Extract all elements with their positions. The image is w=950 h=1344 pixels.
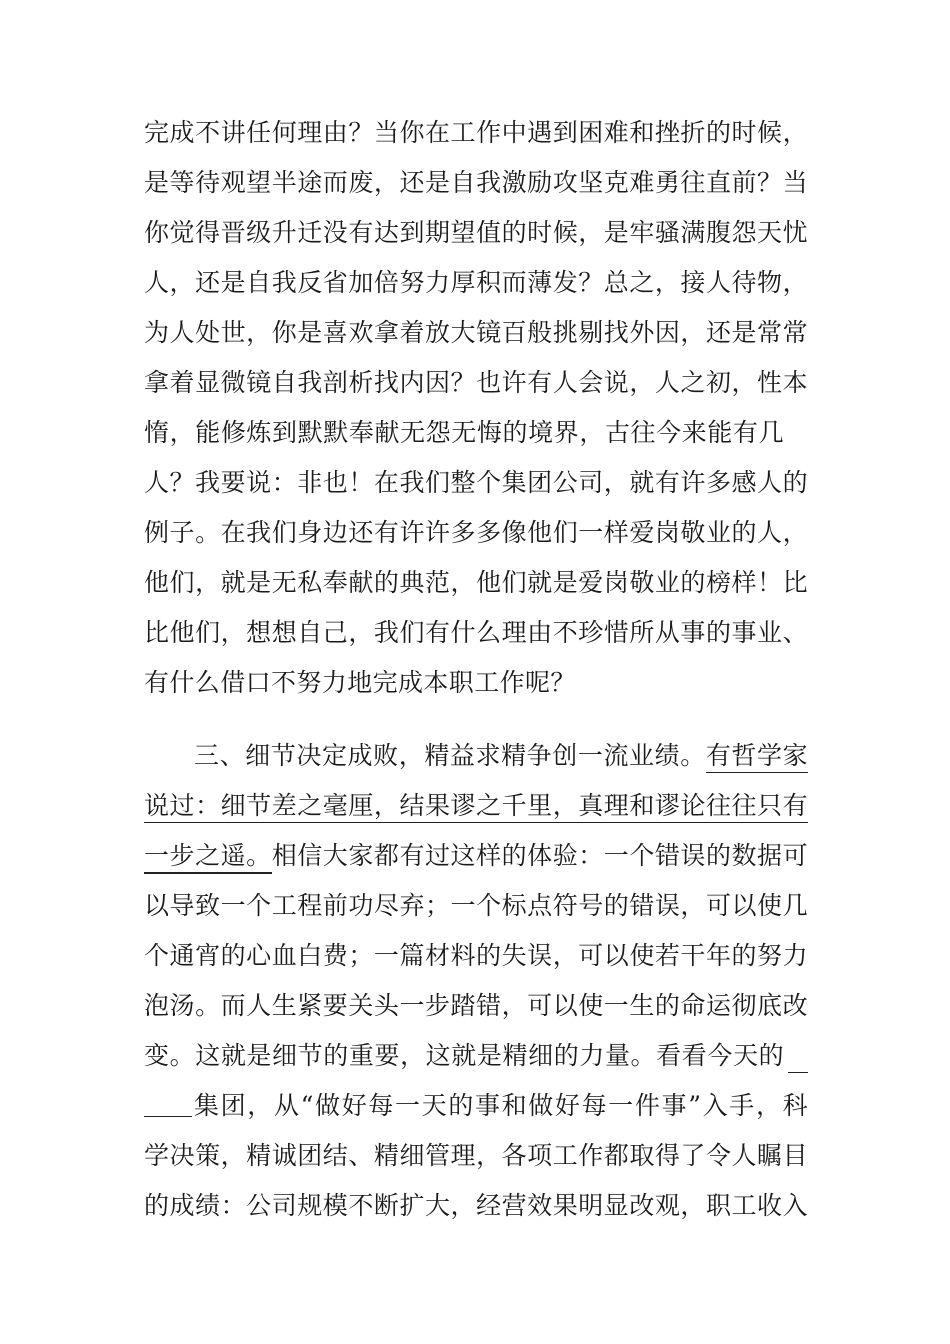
paragraph-2-line-1: 三、细节决定成败，精益求精争创一流业绩。有哲学家 xyxy=(194,741,808,770)
underline-mark xyxy=(144,872,272,874)
paragraph-1-line-4: 人，还是自我反省加倍努力厚积而薄发？总之，接人待物， xyxy=(144,268,808,297)
paragraph-1-line-3: 你觉得晋级升迁没有达到期望值的时候，是牢骚满腹怨天忧 xyxy=(144,218,808,247)
paragraph-1-line-8: 人？我要说：非也！在我们整个集团公司，就有许多感人的 xyxy=(144,468,808,497)
paragraph-2-line-10: 的成绩：公司规模不断扩大，经营效果明显改观，职工收入 xyxy=(144,1191,808,1220)
underline-mark xyxy=(706,772,808,773)
paragraph-2-line-9: 学决策，精诚团结、精细管理，各项工作都取得了令人瞩目 xyxy=(144,1141,808,1170)
paragraph-1-line-2: 是等待观望半途而废，还是自我激励攻坚克难勇往直前？当 xyxy=(144,168,808,197)
paragraph-1-line-6: 拿着显微镜自我剖析找内因？也许有人会说，人之初，性本 xyxy=(144,368,808,397)
paragraph-2-line-7: 变。这就是细节的重要，这就是精细的力量。看看今天的 xyxy=(144,1041,784,1070)
paragraph-2-line-3: 一步之遥。相信大家都有过这样的体验：一个错误的数据可 xyxy=(144,841,808,870)
paragraph-2-line-8: 集团，从“做好每一天的事和做好每一件事”入手，科 xyxy=(194,1091,808,1120)
underline-mark xyxy=(144,822,808,823)
paragraph-1-line-1: 完成不讲任何理由？当你在工作中遇到困难和挫折的时候， xyxy=(144,118,808,147)
paragraph-1-line-10: 他们，就是无私奉献的典范，他们就是爱岗敬业的榜样！比 xyxy=(144,568,808,597)
paragraph-1-line-11: 比他们，想想自己，我们有什么理由不珍惜所从事的事业、 xyxy=(144,618,808,647)
paragraph-1-line-5: 为人处世，你是喜欢拿着放大镜百般挑剔找外因，还是常常 xyxy=(144,318,808,347)
paragraph-1-line-12: 有什么借口不努力地完成本职工作呢？ xyxy=(144,668,576,697)
paragraph-2-line-5: 个通宵的心血白费；一篇材料的失误，可以使若干年的努力 xyxy=(144,941,808,970)
paragraph-1-line-7: 惰，能修炼到默默奉献无怨无悔的境界，古往今来能有几 xyxy=(144,418,784,447)
blank-fill-line xyxy=(788,1072,808,1073)
paragraph-1-line-9: 例子。在我们身边还有许许多多像他们一样爱岗敬业的人， xyxy=(144,518,808,547)
blank-fill-line xyxy=(144,1116,192,1117)
paragraph-2-line-6: 泡汤。而人生紧要关头一步踏错，可以使一生的命运彻底改 xyxy=(144,991,808,1020)
paragraph-2-line-4: 以导致一个工程前功尽弃；一个标点符号的错误，可以使几 xyxy=(144,891,808,920)
paragraph-2-line-2: 说过：细节差之毫厘，结果谬之千里，真理和谬论往往只有 xyxy=(144,791,808,820)
